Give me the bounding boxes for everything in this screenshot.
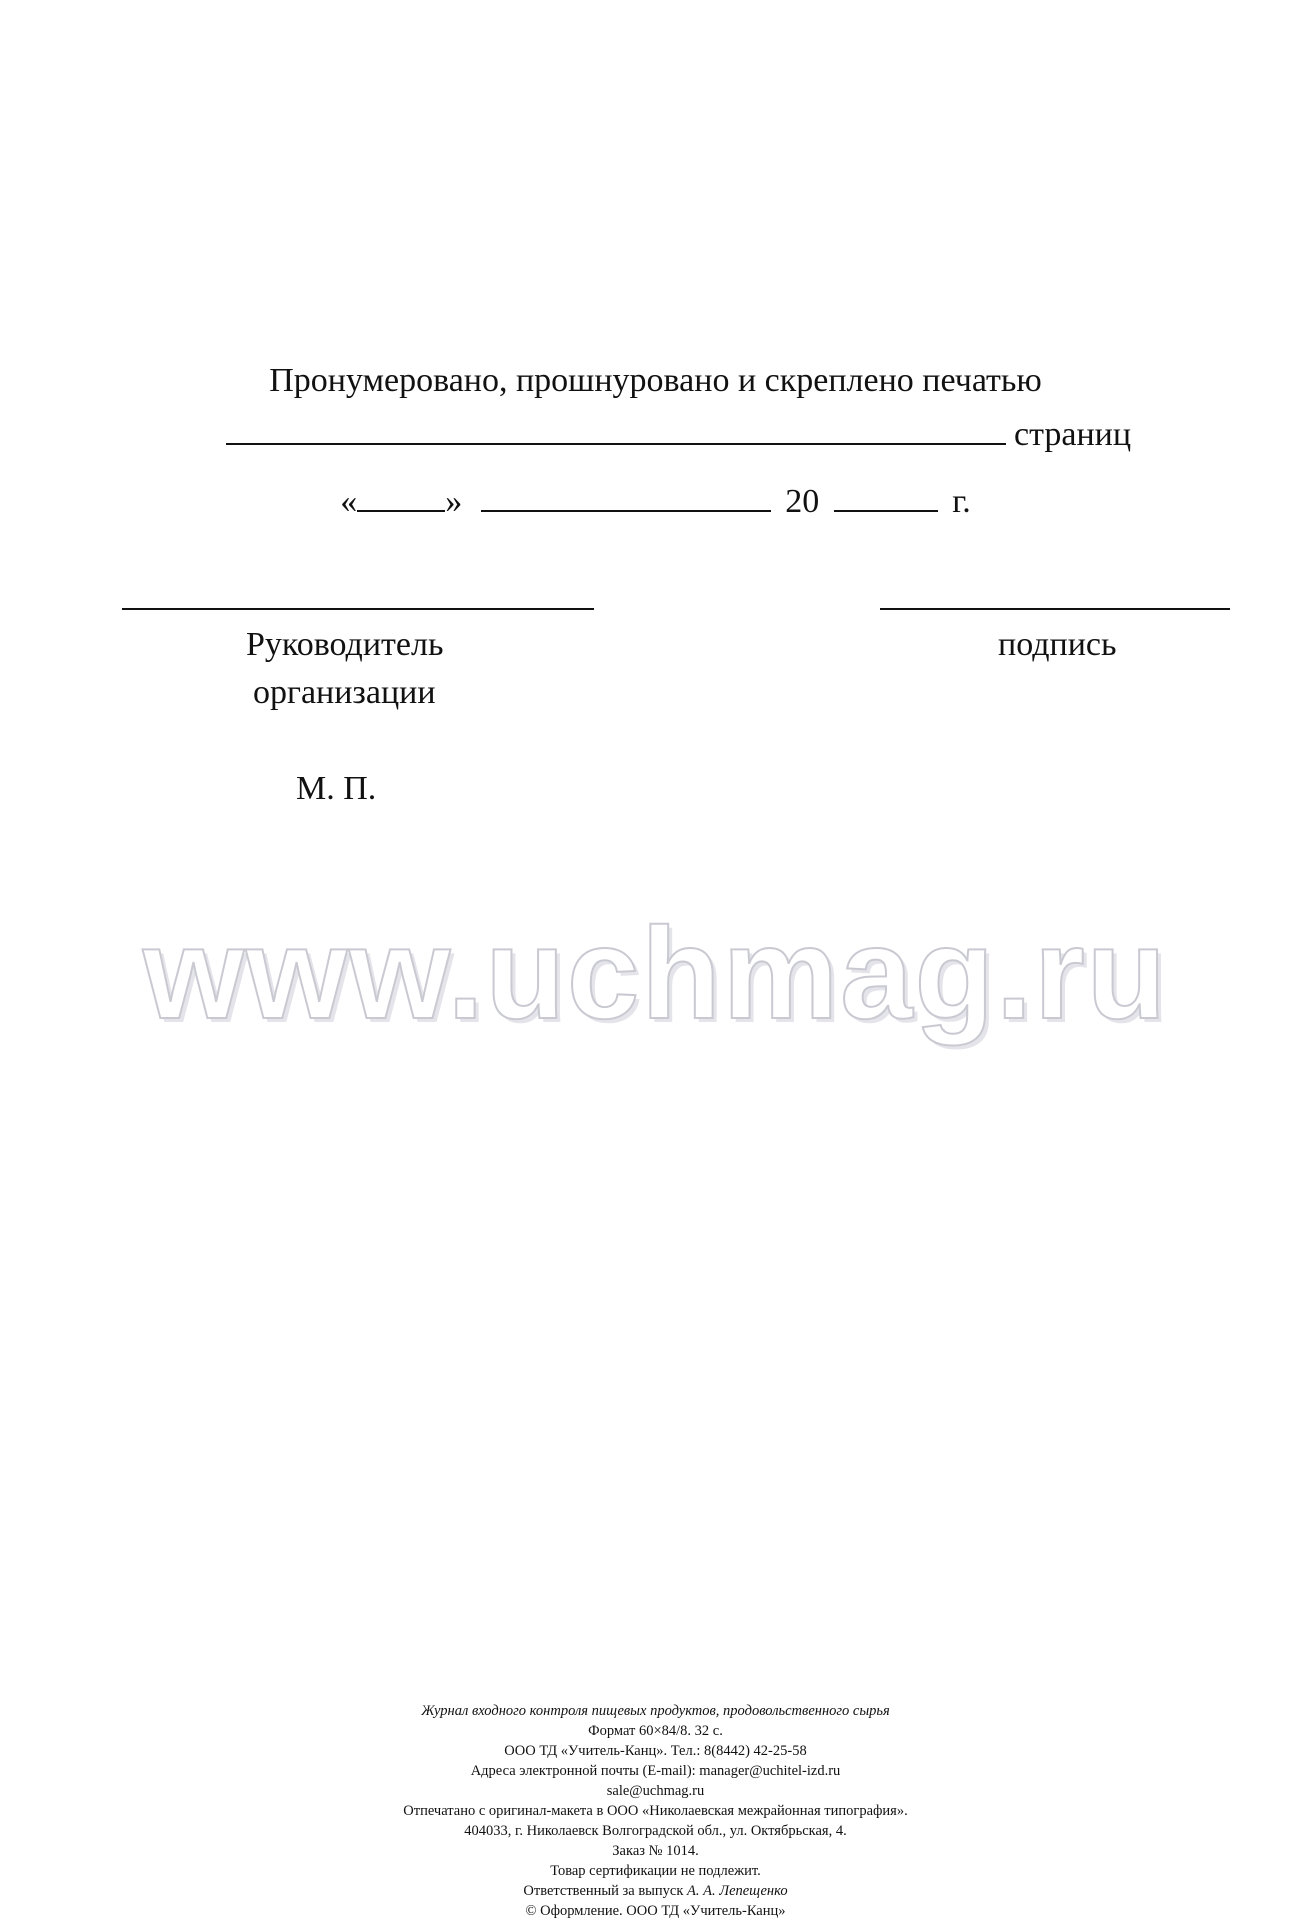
day-blank [357, 480, 445, 512]
pages-word: страниц [1014, 416, 1132, 453]
certification-heading: Пронумеровано, прошнуровано и скреплено печатью [269, 362, 1042, 399]
signature-line [880, 608, 1230, 610]
page-count-blank [226, 413, 1006, 445]
imprint-printer: Отпечатано с оригинал-макета в ООО «Николаевская межрайонная типография». [403, 1803, 908, 1819]
year-prefix: 20 [785, 483, 820, 520]
date-line [0, 480, 1311, 519]
imprint-email-sales: sale@uchmag.ru [606, 1783, 705, 1799]
imprint-copyright: © Оформление. ООО ТД «Учитель-Канц» [525, 1903, 786, 1919]
close-quote: » [445, 483, 463, 520]
imprint-address: 404033, г. Николаевск Волгоградской обл., ул. Октябрьская, 4. [464, 1823, 847, 1839]
imprint-responsible [0, 1881, 1311, 1901]
imprint-certification: Товар сертификации не подлежит. [550, 1863, 761, 1879]
signature-label: подпись [998, 626, 1117, 663]
year-suffix: г. [952, 483, 971, 520]
stamp-label: М. П. [296, 770, 377, 807]
imprint-email: Адреса электронной почты (E-mail): manager@uchitel-izd.ru [470, 1763, 841, 1779]
open-quote: « [340, 483, 358, 520]
imprint-responsible-prefix: Ответственный за выпуск [523, 1883, 684, 1899]
watermark: www.uchmag.ru [142, 900, 1169, 1046]
imprint-order: Заказ № 1014. [612, 1843, 699, 1859]
imprint-block [0, 1701, 1311, 1921]
page-count-line [226, 413, 1131, 452]
head-label: Руководитель [246, 626, 444, 663]
head-signature-line [122, 608, 594, 610]
organization-label: организации [253, 674, 436, 711]
imprint-format: Формат 60×84/8. 32 с. [588, 1723, 723, 1739]
imprint-title: Журнал входного контроля пищевых продуктов, продовольственного сырья [421, 1703, 890, 1719]
month-blank [481, 480, 771, 512]
imprint-publisher: ООО ТД «Учитель-Канц». Тел.: 8(8442) 42-25-58 [504, 1743, 807, 1759]
year-blank [834, 480, 938, 512]
imprint-responsible-name: А. А. Лепещенко [687, 1883, 788, 1899]
